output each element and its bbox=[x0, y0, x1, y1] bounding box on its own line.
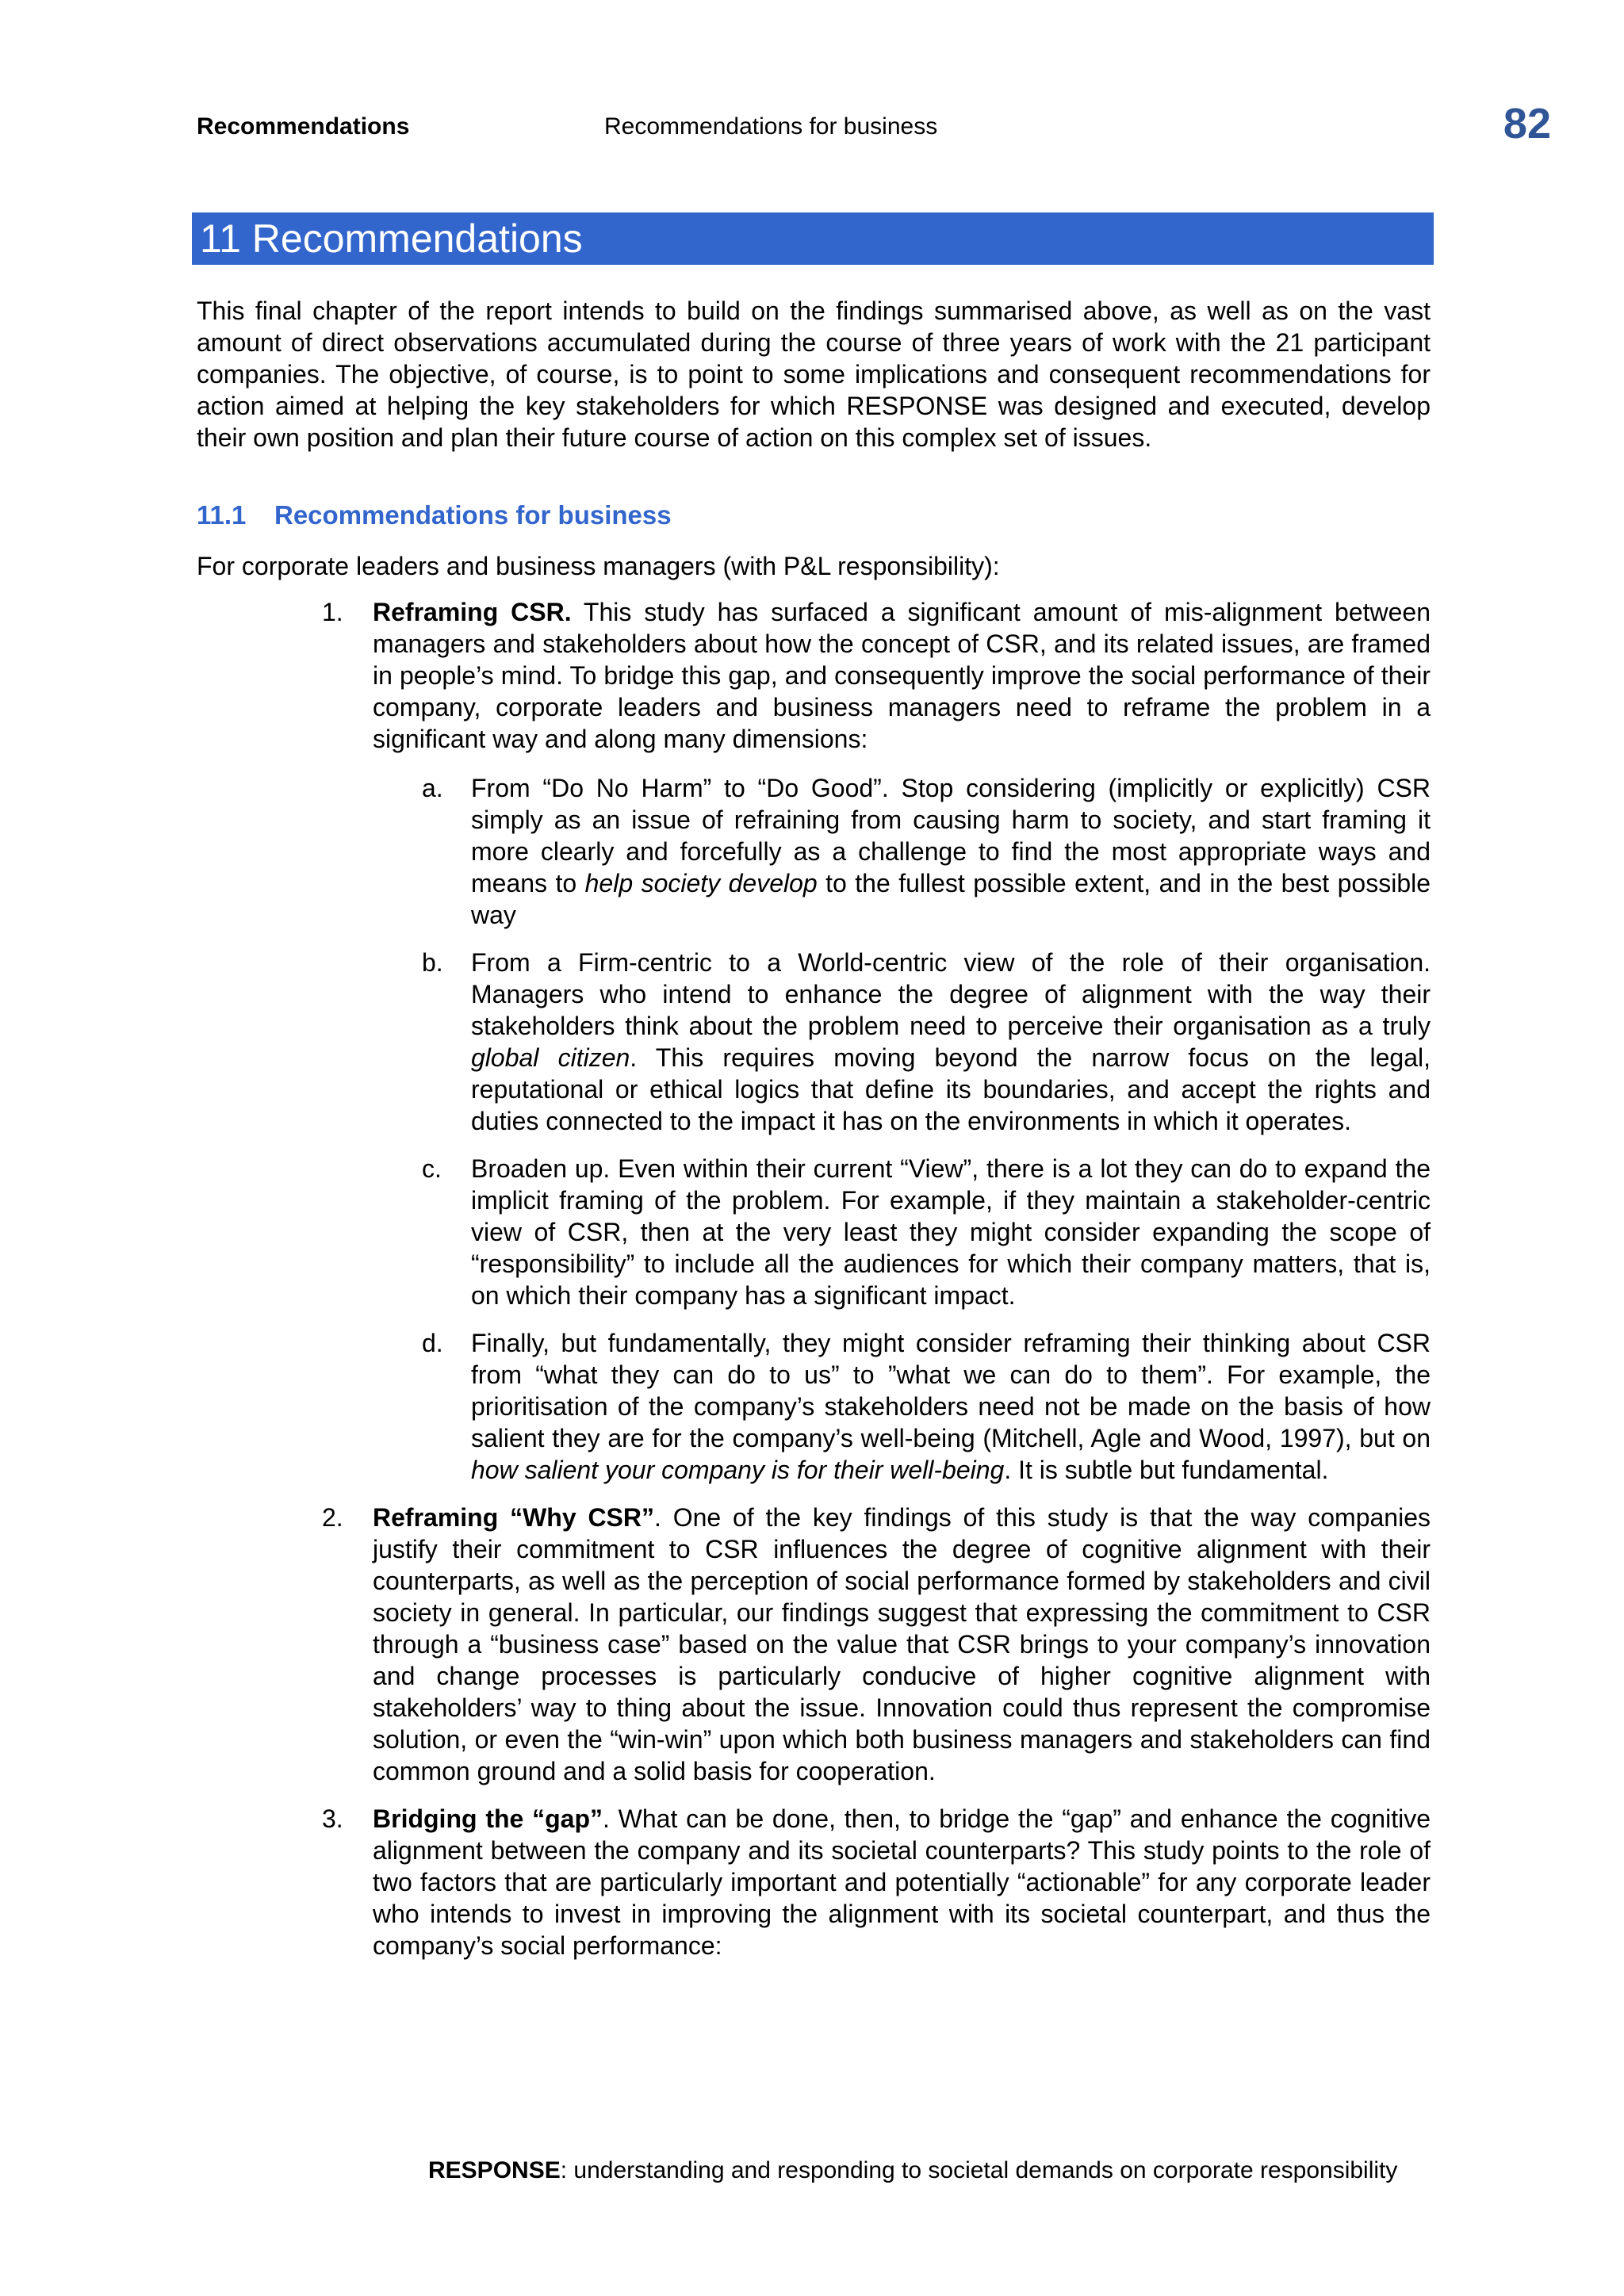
sub-item-emphasis: global citizen bbox=[471, 1043, 630, 1072]
page-footer bbox=[428, 2155, 1397, 2187]
sub-item-letter: d. bbox=[422, 1329, 443, 1357]
sub-item-letter: a. bbox=[422, 774, 443, 802]
sub-item bbox=[373, 947, 1431, 1137]
section-heading bbox=[197, 499, 672, 531]
sub-item-text: Finally, but fundamentally, they might consider reframing their thinking about CSR from “what they can do to us” to ”what we can do to them”. For example, the prioritisation of the company’s stakeholders need not be made on the basis of how salient they are for the company’s well-being (Mitchell, Agle and Wood, 1997), but on bbox=[471, 1329, 1431, 1452]
sub-item-emphasis: how salient your company is for their well-being bbox=[471, 1456, 1005, 1484]
page-number: 82 bbox=[1503, 100, 1551, 147]
sub-item bbox=[373, 1153, 1431, 1311]
footer-project-name: RESPONSE bbox=[428, 2157, 561, 2183]
sub-item-text-end: . This requires moving beyond the narrow focus on the legal, reputational or ethical logics that define its boundaries, and accept the rights and duties connected to the impact it has on the environments in which it operates. bbox=[471, 1043, 1431, 1135]
list-item-title: Bridging the “gap” bbox=[373, 1804, 603, 1833]
running-header-chapter: Recommendations bbox=[197, 113, 410, 140]
footer-text: : understanding and responding to societal demands on corporate responsibility bbox=[560, 2157, 1398, 2183]
list-item-text: . What can be done, then, to bridge the “gap” and enhance the cognitive alignment between the company and its societal counterparts? This study points to the role of two factors that are particularly important and potentially “actionable” for any corporate leader who intends to invest in improving the alignment with its societal counterpart, and thus the company’s social performance: bbox=[373, 1804, 1431, 1960]
sub-item-text: Broaden up. Even within their current “View”, there is a lot they can do to expand the implicit framing of the problem. For example, if they maintain a stakeholder-centric view of CSR, then at the very least they might consider expanding the scope of “responsibility” to include all the audiences for which their company matters, that is, on which their company has a significant impact. bbox=[471, 1154, 1431, 1310]
list-item bbox=[197, 1502, 1431, 1787]
sub-item-emphasis: help society develop bbox=[584, 869, 818, 897]
sub-item-letter: b. bbox=[422, 948, 443, 977]
chapter-title: 11 Recommendations bbox=[192, 212, 1434, 265]
sub-item-letter: c. bbox=[422, 1154, 442, 1183]
section-lead-paragraph: For corporate leaders and business managers (with P&L responsibility): bbox=[197, 552, 1000, 580]
running-header-section: Recommendations for business bbox=[604, 113, 938, 140]
list-item-number: 1. bbox=[322, 598, 343, 626]
list-item-number: 3. bbox=[322, 1804, 343, 1833]
sub-item bbox=[373, 772, 1431, 931]
list-item-text: This study has surfaced a significant amount of mis-alignment between managers and stakeholders about how the concept of CSR, and its related issues, are framed in people’s mind. To bridge this gap, and consequently improve the social performance of their company, corporate leaders and business managers need to reframe the problem in a significant way and along many dimensions: bbox=[373, 598, 1431, 753]
sub-item-text-end: . It is subtle but fundamental. bbox=[1004, 1456, 1329, 1484]
list-item-number: 2. bbox=[322, 1503, 343, 1532]
sub-item-text: From a Firm-centric to a World-centric view of the role of their organisation. Managers who intend to enhance the degree of alignment with the way their stakeholders think about the problem need to perceive their organisation as a truly bbox=[471, 948, 1431, 1040]
section-number: 11.1 bbox=[197, 500, 247, 530]
list-item-title: Reframing “Why CSR” bbox=[373, 1503, 655, 1532]
intro-paragraph: This final chapter of the report intends to build on the findings summarised above, as well as on the vast amount of direct observations accumulated during the course of three years of work with the 21 participant companies. The objective, of course, is to point to some implications and consequent recommendations for action aimed at helping the key stakeholders for which RESPONSE was designed and executed, develop their own position and plan their future course of action on this complex set of issues. bbox=[197, 297, 1431, 452]
sub-item-text-end: to the fullest possible extent, and in the best possible way bbox=[471, 869, 1431, 929]
section-title: Recommendations for business bbox=[274, 500, 672, 530]
list-item-title: Reframing CSR. bbox=[373, 598, 572, 626]
sub-item-text: From “Do No Harm” to “Do Good”. Stop considering (implicitly or explicitly) CSR simply as an issue of refraining from causing harm to society, and start framing it more clearly and forcefully as a challenge to find the most appropriate ways and means to bbox=[471, 774, 1431, 897]
list-item-text: . One of the key findings of this study is that the way companies justify their commitment to CSR influences the degree of cognitive alignment with their counterparts, as well as the perception of social performance formed by stakeholders and civil society in general. In particular, our findings suggest that expressing the commitment to CSR through a “business case” based on the value that CSR brings to your company’s innovation and change processes is particularly conducive of higher cognitive alignment with stakeholders’ way to thing about the issue. Innovation could thus represent the compromise solution, or even the “win-win” upon which both business managers and stakeholders can find common ground and a solid basis for cooperation. bbox=[373, 1503, 1431, 1785]
sub-item bbox=[373, 1327, 1431, 1486]
list-item bbox=[197, 1803, 1431, 1961]
list-item bbox=[197, 596, 1431, 1486]
recommendations-list bbox=[197, 596, 1431, 1961]
